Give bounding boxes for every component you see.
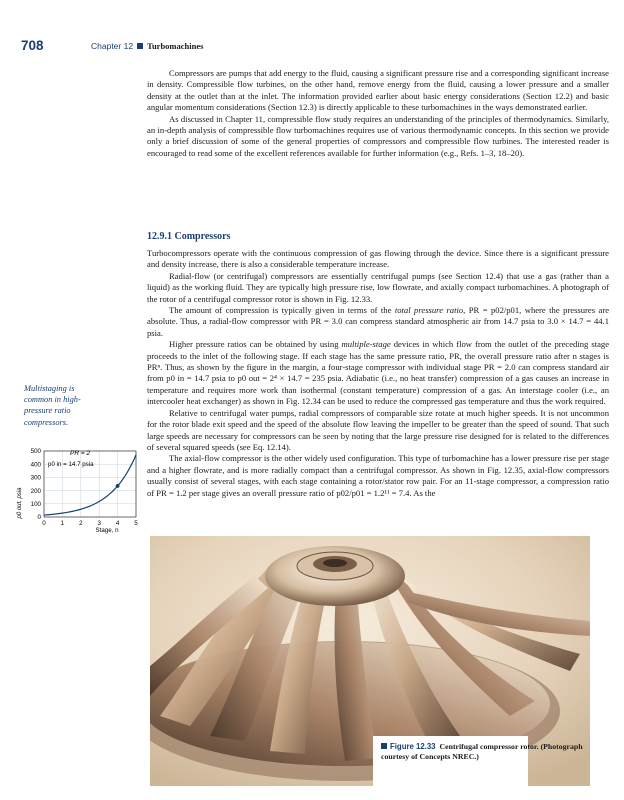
x-tick-label: 2 xyxy=(79,520,83,527)
paragraph: Relative to centrifugal water pumps, radial compressors of comparable size rotate at much higher speeds. It is not uncommon for the rotor blade exit speed and the speed of the absolute flow leaving the impeller to be greater than the speed of sound. That such large speeds are necessary for compressors can be seen by noting that the large pressure rise designed for is related to the differences of several squared speeds (see Eq. 12.14). xyxy=(147,407,609,452)
text-run: , PR = p02/p01, where the pressures are absolute. Thus, a radial-flow compressor with PR = 3.0 can compress standard atmospheric air from 14.7 psia to 3.0 × 14.7 = 44.1 psia. xyxy=(147,305,610,338)
paragraph: As discussed in Chapter 11, compressible flow study requires an understanding of the principles of thermodynamics. Similarly, an in-depth analysis of compressible flow turbomachines requires use of various thermodynamic concepts. In this section we provide only a brief discussion of some of the general properties of compressors and compressible flow turbines. The interested reader is encouraged to read some of the excellent references available for further information (e.g., Refs. 1–3, 18–20). xyxy=(147,113,609,158)
text-run: The amount of compression is typically given in terms of the xyxy=(169,305,395,316)
intro-text xyxy=(147,68,609,159)
y-tick-label: 500 xyxy=(30,448,41,456)
section-text xyxy=(147,248,609,499)
paragraph xyxy=(147,305,609,339)
figure-label: Figure 12.33 xyxy=(390,742,436,751)
chart-points xyxy=(116,484,120,488)
paragraph: The axial-flow compressor is the other widely used configuration. This type of turbomachine has a lower pressure rise per stage and a higher flowrate, and is more radially compact than a centrifugal compressor. As shown in Fig. 12.35, axial-flow compressors usually consist of several stages, with each stage containing a rotor/stator row pair. For an 11-stage compressor, a compression ratio of PR = 1.2 per stage gives an overall pressure ratio of p02/p01 = 1.2¹¹ = 7.4. As the xyxy=(147,453,609,498)
margin-note: Multistaging is common in high-pressure ratio compressors. xyxy=(24,384,81,427)
defined-term: multiple-stage xyxy=(341,339,391,350)
text-run: devices in which flow from the outlet of the preceding stage proceeds to the inlet of the following stage. If each stage has the same pressure ratio, PR, the overall pressure ratio after n stages is PRⁿ. Thus, as shown by the figure in the margin, a four-stage compressor with individual stage PR = 2.0 can compress standard air from p0 in = 14.7 psia to p0 out = 2⁴ × 14.7 = 235 psia. Adiabatic (i.e., no heat transfer) compression of a gas causes an increase in temperature and requires more work than isothermal (constant temperature) compression of a gas. An interstage cooler (i.e., an intercooler heat exchanger) as shown in Fig. 12.34 can be used to reduce the compressed gas temperature and thus the work required. xyxy=(147,339,610,407)
paragraph xyxy=(147,339,609,407)
square-bullet-icon xyxy=(381,743,387,749)
text-run: Higher pressure ratios can be obtained by using xyxy=(169,339,342,350)
stage-pressure-chart xyxy=(14,445,144,545)
caption-text: Centrifugal compressor rotor. (Photograph courtesy of Concepts NREC.) xyxy=(381,742,583,762)
x-axis-label: Stage, n xyxy=(95,527,119,534)
x-tick-label: 4 xyxy=(115,520,120,527)
page-number: 708 xyxy=(21,38,44,53)
x-tick-label: 3 xyxy=(97,520,101,527)
paragraph: Radial-flow (or centrifugal) compressors are essentially centrifugal pumps (see Section 12.4) that use a gas (rather than a liquid) as the working fluid. They are typically high pressure rise, low flowrate, and axially compact turbomachines. A photograph of the rotor of a centrifugal compressor rotor is shown in Fig. 12.33. xyxy=(147,270,609,304)
annotation-p0in: p0 in = 14.7 psia xyxy=(48,461,94,468)
highlight-point xyxy=(116,484,120,488)
y-axis-label: p0 out, psia xyxy=(17,487,23,519)
y-tick-label: 400 xyxy=(30,461,41,469)
y-tick-label: 100 xyxy=(30,501,41,508)
x-tick-label: 1 xyxy=(60,520,65,527)
section-heading: 12.9.1 Compressors xyxy=(147,231,231,242)
x-tick-label: 0 xyxy=(42,520,46,527)
paragraph: Compressors are pumps that add energy to the fluid, causing a significant pressure rise and a corresponding significant increase in density. Compressible flow turbines, on the other hand, remove energy from the fluid, causing a lower pressure and a smaller density at the outlet than at the inlet. The information provided earlier about basic energy considerations (Section 12.2) and basic angular momentum considerations (Section 12.3) is directly applicable to these turbomachines in the ways demonstrated earlier. xyxy=(147,68,609,113)
square-bullet-icon xyxy=(137,43,143,49)
annotation-pr: PR = 2 xyxy=(70,450,91,457)
x-tick-label: 5 xyxy=(134,520,138,527)
y-tick-label: 300 xyxy=(30,474,41,482)
paragraph: Turbocompressors operate with the continuous compression of gas flowing through the device. Since there is a significant pressure and density increase, there is also a considerable temperature increase. xyxy=(147,248,609,270)
figure-caption xyxy=(381,742,611,763)
running-header xyxy=(21,38,611,54)
y-tick-label: 200 xyxy=(30,487,41,495)
chapter-label xyxy=(91,41,203,51)
defined-term: total pressure ratio xyxy=(394,305,464,316)
y-tick-label: 0 xyxy=(37,514,41,522)
chapter-number: Chapter 12 xyxy=(91,41,134,51)
chapter-title: Turbomachines xyxy=(147,41,204,51)
